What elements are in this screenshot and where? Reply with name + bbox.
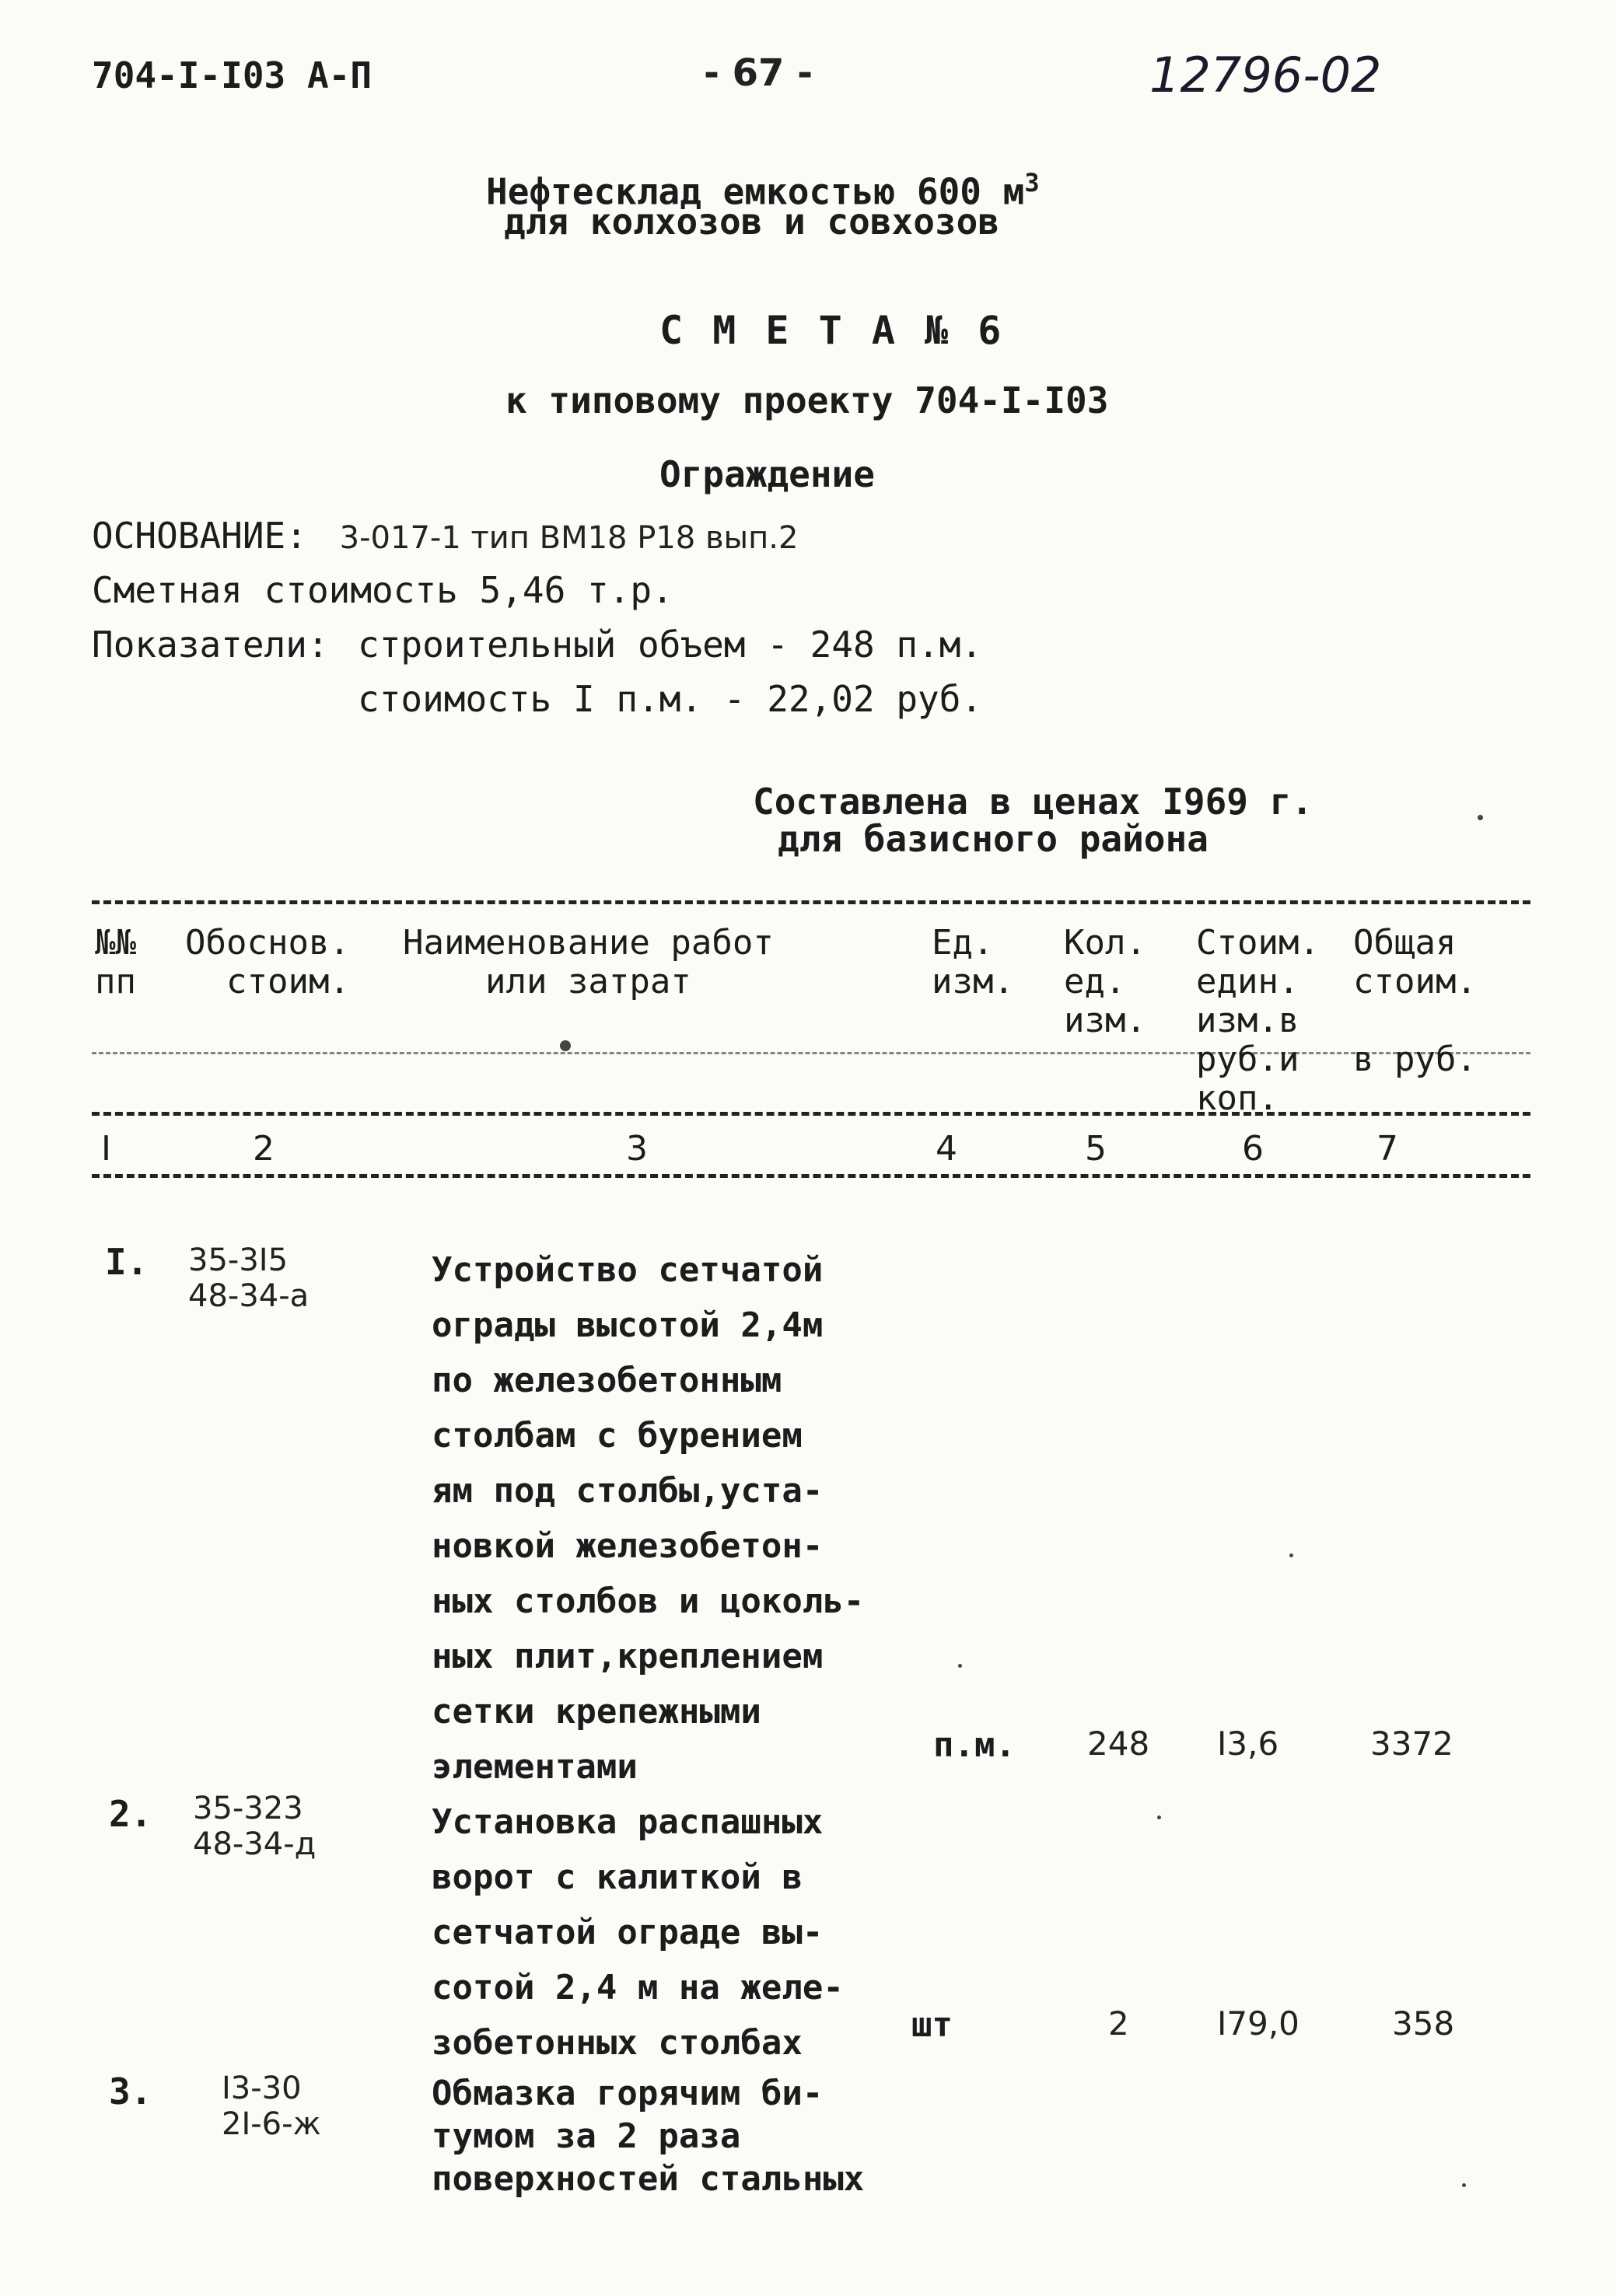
row-basis: 35-323 48-34-д [193, 1791, 317, 1862]
row-quantity: 2 [1108, 2004, 1129, 2043]
col-number-3: 3 [626, 1129, 648, 1169]
archive-number: 12796-02 [1149, 47, 1382, 103]
row-total: 3372 [1370, 1725, 1453, 1763]
indicator-unit-cost: стоимость I п.м. - 22,02 руб. [358, 678, 983, 720]
scan-speck [560, 1040, 571, 1051]
table-top-rule [92, 900, 1530, 904]
row-number: I. [105, 1241, 149, 1283]
document-subtitle: для колхозов и совхозов [504, 201, 999, 243]
row-unit: п.м. [933, 1725, 1016, 1765]
document-title: Нефтесклад емкостью 600 $м^3$ [486, 168, 1040, 213]
row-work-name: Устройство сетчатой ограды высотой 2,4м по железобетонным столбам с бурением ям под столбы,уста- новкой железобетон- ных столбов и цоколь- ных плит,креплением сетки крепежными элементами [432, 1250, 865, 1787]
estimate-heading: С М Е Т А № 6 [659, 308, 1005, 353]
row-basis: 35-3I5 48-34-а [188, 1242, 310, 1314]
scan-speck [1478, 815, 1483, 820]
row-unit: шт [911, 2005, 953, 2045]
basis-line [92, 515, 798, 559]
scan-speck [1157, 1815, 1161, 1819]
header-col-basis: Обоснов. стоим. [185, 923, 350, 1001]
row-unit-price: I79,0 [1217, 2004, 1299, 2043]
price-basis-line1: Составлена в ценах I969 г. [753, 781, 1313, 823]
project-reference: к типовому проекту 704-I-I03 [505, 379, 1109, 421]
estimated-cost: Сметная стоимость 5,46 т.р. [92, 569, 673, 611]
colnum-bottom-rule [92, 1174, 1530, 1178]
row-work-name: Установка распашных ворот с калиткой в сетчатой ограде вы- сотой 2,4 м на желе- зобетонных столбах [432, 1802, 844, 2063]
header-col-unit: Ед. изм. [932, 923, 1014, 1001]
row-work-name: Обмазка горячим би- тумом за 2 раза поверхностей стальных [432, 2074, 865, 2199]
row-number: 3. [109, 2071, 152, 2113]
col-number-2: 2 [253, 1129, 275, 1169]
col-number-7: 7 [1376, 1129, 1398, 1169]
col-number-5: 5 [1085, 1129, 1107, 1169]
row-number: 2. [109, 1793, 152, 1835]
header-col-name: Наименование работ или затрат [403, 923, 774, 1001]
col-number-4: 4 [936, 1129, 957, 1169]
scan-speck [1289, 1553, 1293, 1557]
header-col-unit-price: Стоим. един. изм.в руб.и коп. [1196, 923, 1320, 1118]
basis-value: 3-017-1 тип ВМ18 Р18 вып.2 [339, 520, 799, 556]
row-total: 358 [1392, 2004, 1455, 2043]
header-col-total: Общая стоим. в руб. [1353, 923, 1477, 1079]
col-number-1: I [101, 1129, 111, 1169]
header-col-quantity: Кол. ед. изм. [1064, 923, 1146, 1040]
row-quantity: 248 [1087, 1725, 1150, 1763]
col-number-6: 6 [1242, 1129, 1264, 1169]
document-code: 704-I-I03 А-П [92, 54, 373, 96]
row-unit-price: I3,6 [1217, 1725, 1279, 1763]
price-basis-line2: для базисного района [778, 818, 1209, 860]
indicators-label: Показатели: [92, 624, 329, 666]
header-col-number: №№ пп [95, 923, 136, 1001]
scan-speck [1462, 2183, 1466, 2187]
scan-speck [958, 1664, 962, 1668]
section-title: Ограждение [659, 453, 875, 495]
indicator-volume: строительный объем - 248 п.м. [358, 624, 983, 666]
page-number: - 67 - [704, 51, 813, 95]
basis-label: ОСНОВАНИЕ: [92, 515, 307, 557]
row-basis: I3-30 2I-6-ж [222, 2071, 321, 2142]
